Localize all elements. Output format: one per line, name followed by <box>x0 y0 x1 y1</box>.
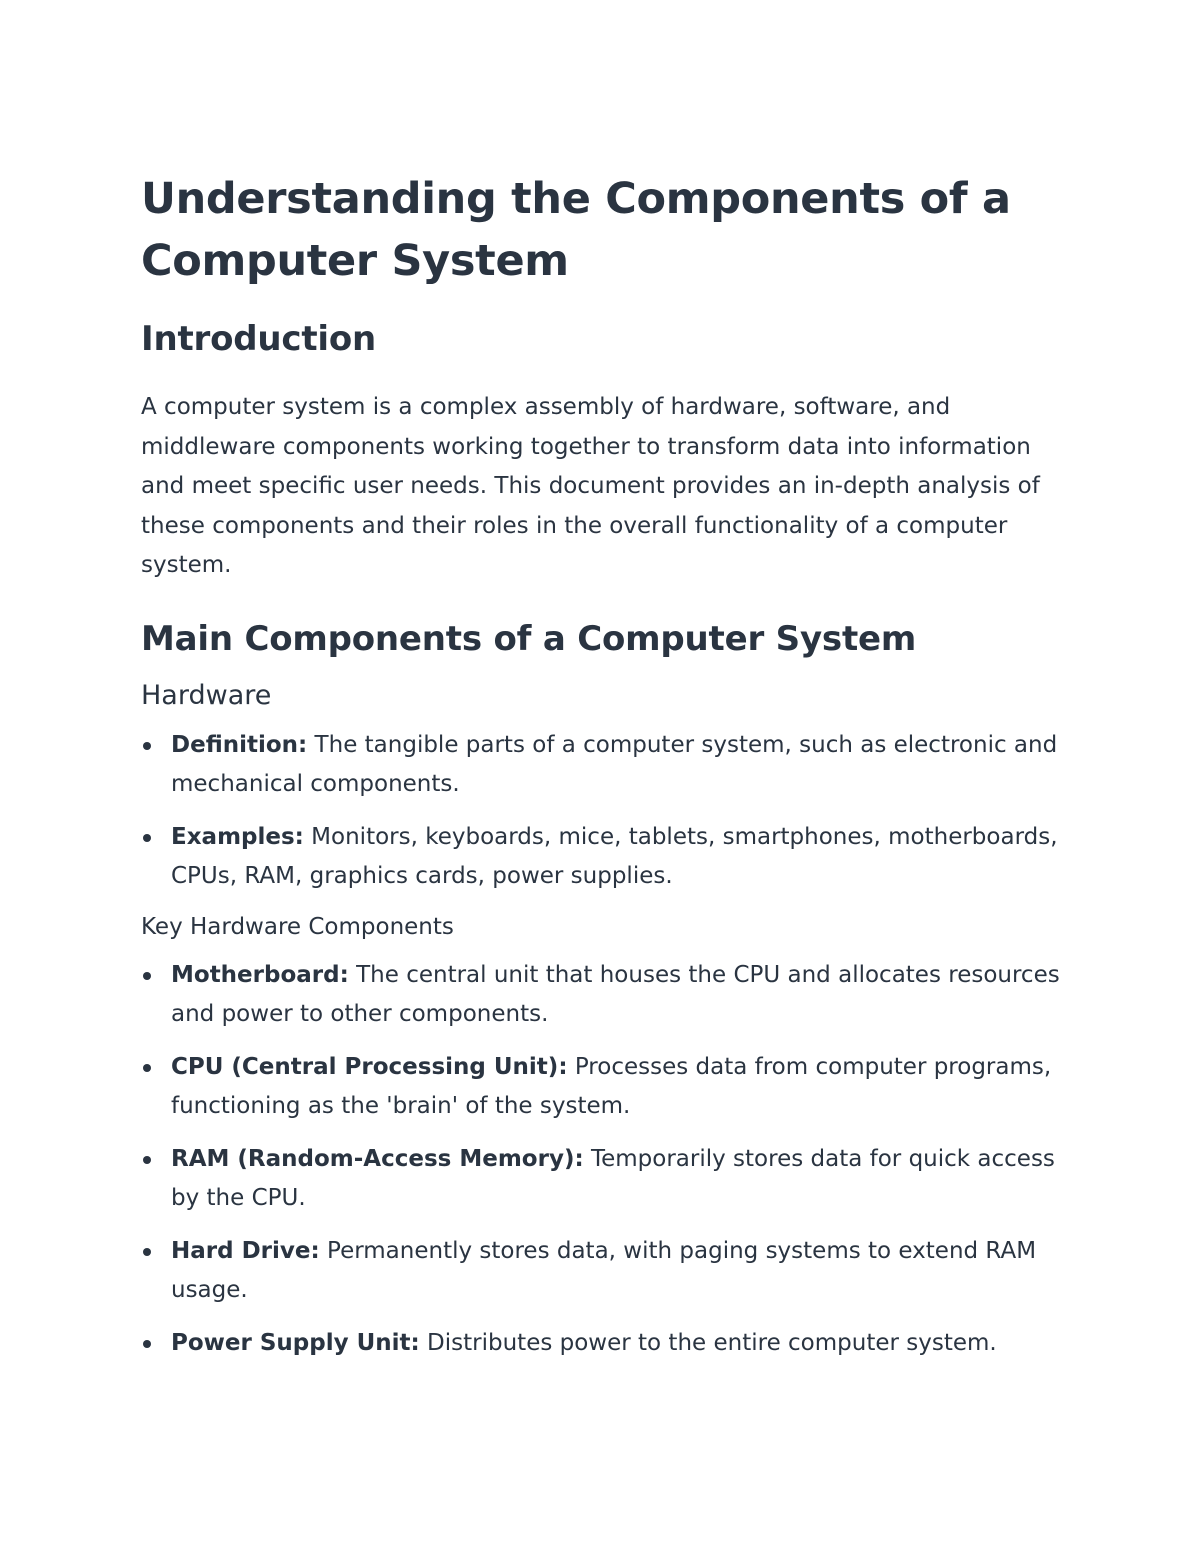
item-text: The tangible parts of a computer system, such as electronic and mechanical components. <box>171 731 1058 797</box>
main-components-heading: Main Components of a Computer System <box>141 618 917 659</box>
item-term: RAM (Random-Access Memory): <box>171 1145 584 1172</box>
item-term: CPU (Central Processing Unit): <box>171 1053 568 1080</box>
list-item <box>141 1140 1060 1219</box>
item-term: Power Supply Unit: <box>171 1329 420 1356</box>
hardware-heading: Hardware <box>141 679 272 711</box>
bullet-icon <box>143 1156 151 1164</box>
document-title: Understanding the Components of a Computer System <box>141 174 1011 286</box>
list-item <box>141 1324 1060 1364</box>
hardware-list <box>141 726 1060 897</box>
intro-heading: Introduction <box>141 319 377 359</box>
item-text: Temporarily stores data for quick access by the CPU. <box>171 1145 1055 1211</box>
key-hardware-list <box>141 956 1060 1364</box>
item-term: Examples: <box>171 823 304 850</box>
key-hardware-heading: Key Hardware Components <box>141 913 454 940</box>
bullet-icon <box>143 1340 151 1348</box>
bullet-icon <box>143 1064 151 1072</box>
item-term: Motherboard: <box>171 961 349 988</box>
list-item <box>141 1048 1060 1127</box>
list-item <box>141 818 1060 897</box>
list-item <box>141 726 1060 805</box>
item-text: Processes data from computer programs, functioning as the 'brain' of the system. <box>171 1053 1052 1119</box>
item-term: Definition: <box>171 731 308 758</box>
item-text: The central unit that houses the CPU and allocates resources and power to other components. <box>171 961 1060 1027</box>
item-text: Monitors, keyboards, mice, tablets, smartphones, motherboards, CPUs, RAM, graphics cards, power supplies. <box>171 823 1058 889</box>
bullet-icon <box>143 972 151 980</box>
list-item <box>141 956 1060 1035</box>
list-item <box>141 1232 1060 1311</box>
item-text: Permanently stores data, with paging systems to extend RAM usage. <box>171 1237 1037 1303</box>
intro-paragraph: A computer system is a complex assembly of hardware, software, and middleware components working together to transform data into information and meet specific user needs. This document provides an in-depth analysis of these components and their roles in the overall functionality of a computer system. <box>141 394 1040 578</box>
bullet-icon <box>143 742 151 750</box>
bullet-icon <box>143 834 151 842</box>
item-text: Distributes power to the entire computer system. <box>419 1329 997 1356</box>
bullet-icon <box>143 1248 151 1256</box>
item-term: Hard Drive: <box>171 1237 320 1264</box>
